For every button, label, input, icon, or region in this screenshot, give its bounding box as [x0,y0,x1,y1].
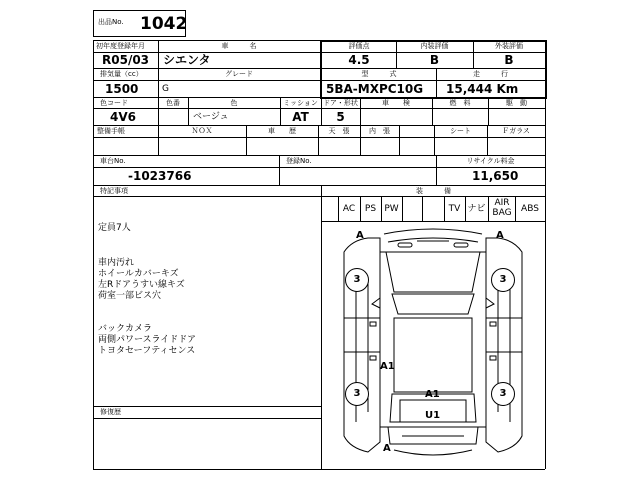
interior-value: B [429,53,440,67]
option-note: 両側パワースライドドア [98,335,197,345]
equipment-ps: PS [364,204,377,214]
color-no-label: 色番 [166,99,180,107]
car-name-label: 車 名 [221,42,257,50]
interior-label: 内装評価 [420,42,449,50]
defect-note: 荷室一部ビス穴 [98,291,162,301]
score-value: 4.5 [348,53,370,67]
fuel-label: 燃 料 [449,99,471,107]
grade-value: G [162,84,169,94]
special-notes-label: 特記事項 [100,187,128,195]
defect-notes [98,258,185,302]
drive-label: 駆 動 [506,99,527,107]
recycle-label: リサイクル料金 [466,157,515,165]
sunroof-label: 天 張 [328,127,350,135]
mission-label: ミッション [283,99,318,107]
car-damage-diagram [322,222,544,468]
equipment-navi: ナビ [467,204,486,214]
mileage-label: 走 行 [473,70,508,78]
lot-number: 1042 [140,14,188,34]
mark-front-left: A [356,230,364,241]
exterior-label: 外装評価 [495,42,523,50]
mark-left-side: A1 [380,361,395,372]
defect-note: 左Rドアうすい線キズ [98,280,185,290]
first-reg-value: R05/03 [102,53,150,67]
manual-label: 整備手帳 [97,127,125,135]
model-value: 5BA-MXPC10G [326,82,424,96]
wheel-rear-right: 3 [491,382,515,406]
mission-value: AT [292,110,309,124]
lot-number-label: 出品No. [98,18,124,26]
front-glass-label: Ｆガラス [502,127,530,135]
recycle-value: 11,650 [472,169,519,183]
mark-rear-panel: U1 [425,410,441,421]
repair-history-label: 修復歴 [100,408,121,416]
mileage-value: 15,444 Km [446,82,519,96]
option-notes [98,324,196,357]
displacement-label: 排気量（cc） [100,70,143,78]
mark-front-right: A [496,230,504,241]
chassis-label: 車台No. [100,157,126,165]
color-value: ベージュ [193,112,229,122]
first-reg-label: 初年度登録年月 [96,42,145,50]
model-label: 型 式 [361,70,397,78]
inspection-label: 車 検 [382,99,410,107]
grade-label: グレード [225,70,253,78]
equipment-ac: AC [342,204,356,214]
nox-label: ＮＯＸ [191,127,213,135]
equipment-abs: ABS [521,204,539,214]
car-name-value: シエンタ [163,53,211,67]
score-label: 評価点 [348,42,370,50]
exterior-value: B [504,53,514,67]
color-label: 色 [230,99,238,107]
interior-covers-label: 内 張 [369,127,390,135]
defect-note: 車内汚れ [98,258,135,268]
mark-rear-glass: A1 [425,389,440,400]
displacement-value: 1500 [105,82,139,96]
lot-number-box [93,10,186,37]
color-code-value: 4V6 [110,110,136,124]
doors-label: ドア・形状 [323,99,358,107]
equipment-tv: TV [448,204,461,214]
capacity-note: 定員7人 [98,223,131,233]
registration-label: 登録No. [286,157,312,165]
wheel-front-left: 3 [345,268,369,292]
wheel-rear-left: 3 [345,382,369,406]
equipment-row [321,196,545,221]
equipment-airbag: AIR BAG [492,198,512,218]
option-note: トヨタセーフティセンス [98,346,196,356]
equipment-label: 装 備 [416,187,451,195]
mark-rear-bumper: A [383,443,391,454]
history-label: 車 歴 [268,127,296,135]
color-code-label: 色コード [100,99,128,107]
wheel-front-right: 3 [491,268,515,292]
option-note: バックカメラ [98,324,153,334]
defect-note: ホイールカバーキズ [98,269,179,279]
seats-label: シート [450,127,471,135]
doors-value: 5 [336,110,345,124]
equipment-pw: PW [384,204,399,214]
chassis-value: -1023766 [128,169,192,183]
